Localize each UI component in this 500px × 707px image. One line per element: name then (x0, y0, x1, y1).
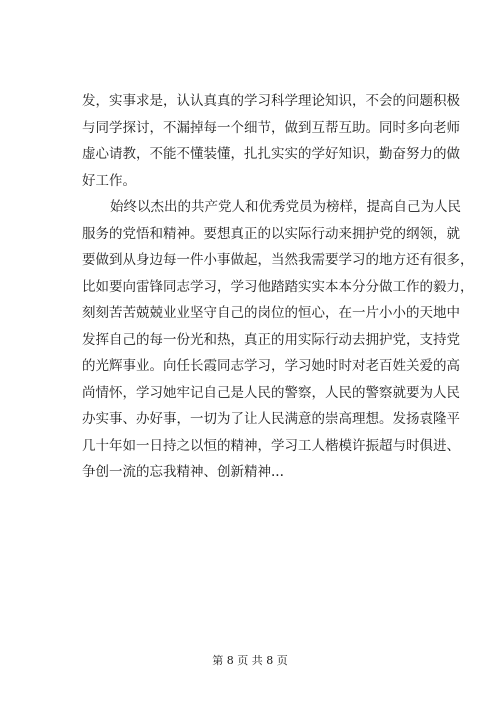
text-line: 发，实事求是，认认真真的学习科学理论知识，不会的问题积极 (82, 93, 460, 109)
text-line: 争创一流的忘我精神、创新精神... (82, 464, 284, 480)
text-line: 几十年如一日持之以恒的精神，学习工人楷模许振超与时俱进、 (82, 437, 460, 454)
text-line: 发挥自己的每一份光和热，真正的用实际行动去拥护党，支持党 (82, 331, 460, 348)
text-line: 与同学探讨，不漏掉每一个细节，做到互帮互助。同时多向老师 (82, 119, 460, 136)
text-line: 好工作。 (82, 172, 136, 189)
text-line: 服务的党悟和精神。要想真正的以实际行动来拥护党的纲领，就 (82, 225, 460, 242)
text-line: 虚心请教，不能不懂装懂，扎扎实实的学好知识，勤奋努力的做 (82, 146, 460, 162)
body-text (82, 88, 474, 486)
text-line: 办实事、办好事，一切为了让人民满意的崇高理想。发扬袁隆平 (82, 411, 460, 427)
page-number-footer: 第 8 页 共 8 页 (212, 654, 288, 667)
text-line: 的光辉事业。向任长霞同志学习，学习她时时对老百姓关爱的高 (82, 358, 460, 374)
text-line: 刻刻苦苦兢兢业业坚守自己的岗位的恒心，在一片小小的天地中 (82, 305, 460, 321)
text-line: 要做到从身边每一件小事做起，当然我需要学习的地方还有很多， (82, 252, 474, 268)
text-line: 尚情怀，学习她牢记自己是人民的警察，人民的警察就要为人民 (82, 384, 460, 401)
text-line: 始终以杰出的共产党人和优秀党员为榜样，提高自己为人民 (110, 199, 461, 215)
text-line: 比如要向雷锋同志学习，学习他踏踏实实本本分分做工作的毅力， (82, 278, 474, 295)
